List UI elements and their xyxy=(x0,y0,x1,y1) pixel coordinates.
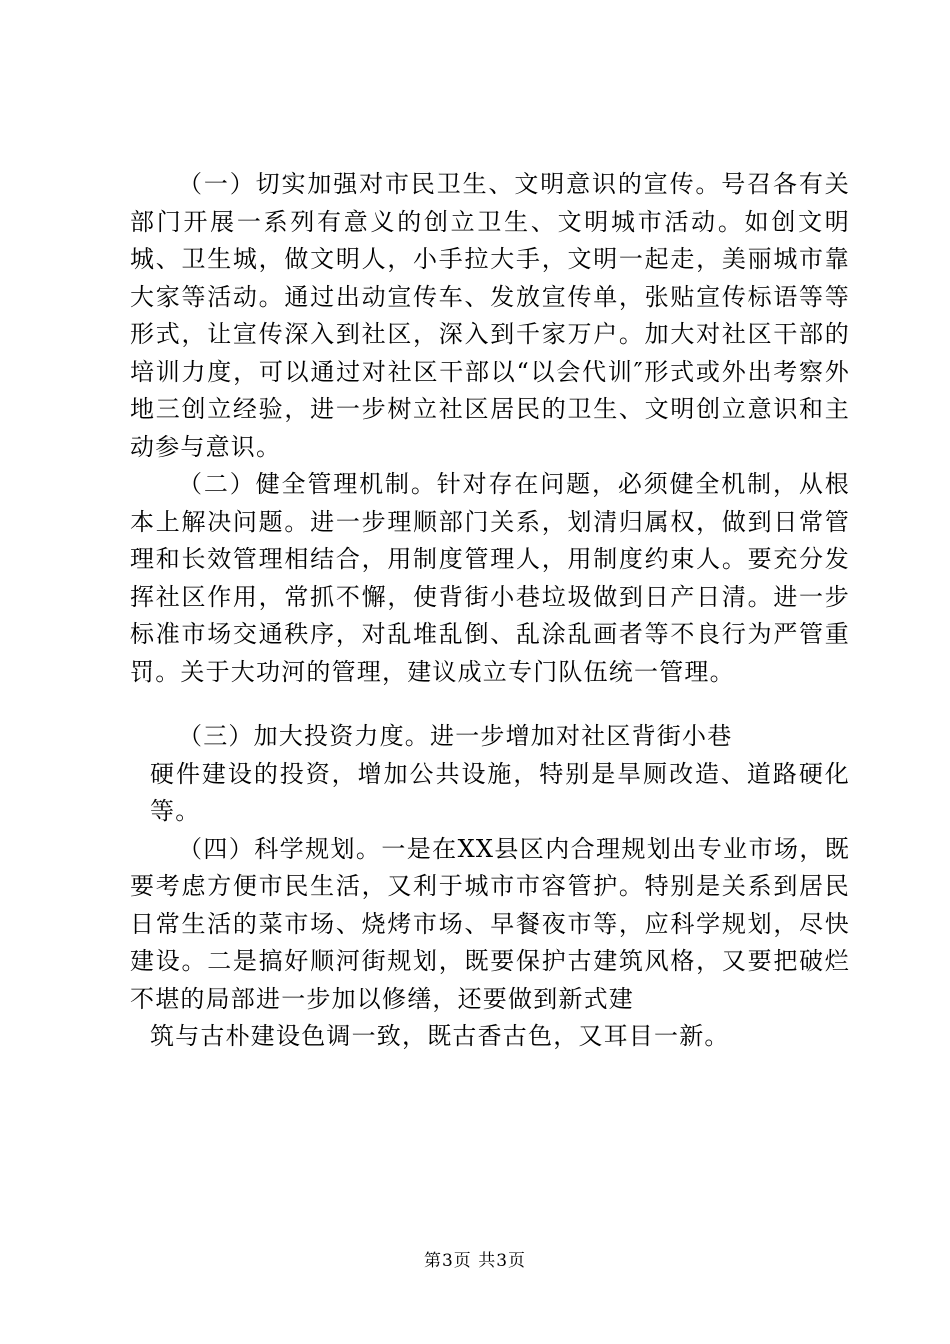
paragraph-scientific-planning: （四）科学规划。一是在XX县区内合理规划出专业市场，既要考虑方便市民生活，又利于城市市容管护。特别是关系到居民日常生活的菜市场、烧烤市场、早餐夜市等，应科学规划，尽快建设。二是搞好顺河街规划，既要保护古建筑风格，又要把破烂不堪的局部进一步加以修缮，还要做到新式建 xyxy=(130,834,850,1013)
paragraph-management-mechanism: （二）健全管理机制。针对存在问题，必须健全机制，从根本上解决问题。进一步理顺部门关系，划清归属权，做到日常管理和长效管理相结合，用制度管理人，用制度约束人。要充分发挥社区作用，常抓不懈，使背街小巷垃圾做到日产日清。进一步标准市场交通秩序，对乱堆乱倒、乱涂乱画者等不良行为严管重罚。关于大功河的管理，建议成立专门队伍统一管理。 xyxy=(130,470,850,686)
document-body xyxy=(130,166,850,1056)
paragraph-investment-continuation: 硬件建设的投资，增加公共设施，特别是旱厕改造、道路硬化等。 xyxy=(150,759,850,825)
paragraph-planning-continuation: 筑与古朴建设色调一致，既古香古色，又耳目一新。 xyxy=(150,1022,730,1050)
page-number-footer: 第3页 共3页 xyxy=(423,1251,527,1271)
paragraph-publicity: （一）切实加强对市民卫生、文明意识的宣传。号召各有关部门开展一系列有意义的创立卫生、文明城市活动。如创文明城、卫生城，做文明人，小手拉大手，文明一起走，美丽城市靠大家等活动。通过出动宣传车、发放宣传单，张贴宣传标语等等形式，让宣传深入到社区，深入到千家万户。加大对社区干部的培训力度，可以通过对社区干部以“以会代训″形式或外出考察外地三创立经验，进一步树立社区居民的卫生、文明创立意识和主动参与意识。 xyxy=(130,170,850,461)
paragraph-investment-heading: （三）加大投资力度。进一步增加对社区背街小巷 xyxy=(178,722,733,750)
